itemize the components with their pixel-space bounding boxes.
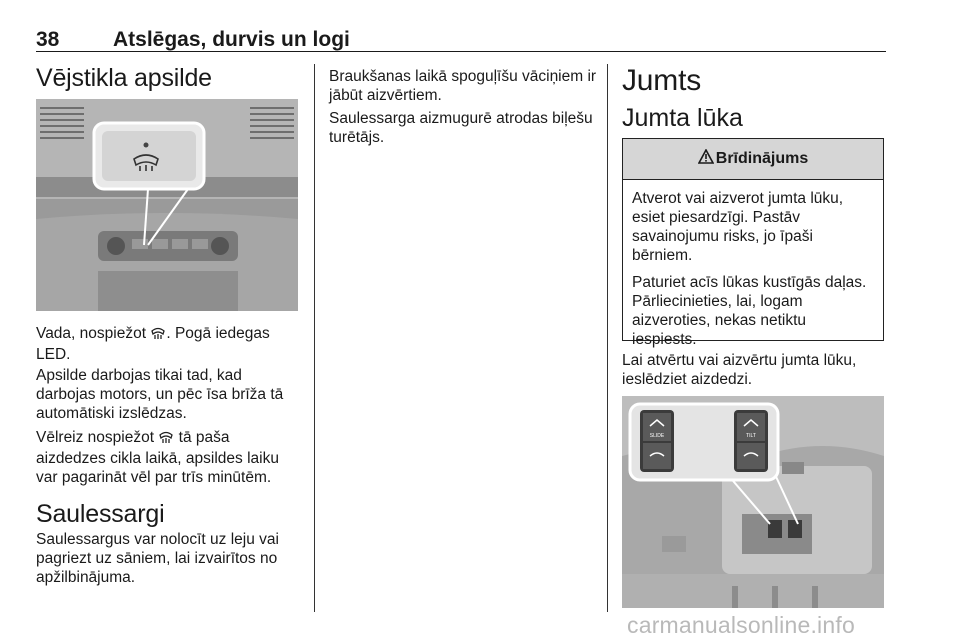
section-title-roof: Jumts bbox=[622, 64, 702, 97]
paragraph-ticket-holder: Saulessarga aizmugurē atrodas biļešu turētājs. bbox=[329, 110, 593, 146]
warning-box bbox=[622, 138, 884, 348]
warning-title: Brīdinājums bbox=[715, 150, 809, 167]
windscreen-heating-icon bbox=[150, 326, 166, 345]
chapter-title: Atslēgas, durvis un logi bbox=[113, 28, 350, 51]
paragraph-mirror-covers: Braukšanas laikā spoguļīšu vāciņiem ir jābūt aizvērtiem. bbox=[329, 68, 597, 104]
warning-paragraph-2: Paturiet acīs lūkas kustīgās daļas. Pārliecinieties, lai, logam aizveroties, nekas netiktu iespiests. bbox=[632, 274, 867, 348]
paragraph-sunvisors: Saulessargus var nolocīt uz leju vai pagriezt uz sāniem, lai izvairītos no apžilbinājuma. bbox=[36, 531, 279, 586]
warning-paragraph-1: Atverot vai aizverot jumta lūku, esiet piesardzīgi. Pastāv savainojumu risks, jo īpaši bērniem. bbox=[632, 190, 844, 264]
column-divider-1 bbox=[314, 64, 315, 612]
paragraph-engine-running: Apsilde darbojas tikai tad, kad darbojas motors, un pēc īsa brīža tā automātiski izslēdzas. bbox=[36, 367, 284, 422]
paragraph-press-button: Vada, nospiežot . Pogā iedegas LED. bbox=[36, 325, 270, 363]
warning-header bbox=[623, 139, 883, 180]
slide-label: SLIDE bbox=[649, 433, 665, 439]
paragraph-press-again: Vēlreiz nospiežot tā paša aizdedzes cikla laikā, apsildes laiku var pagarināt vēl par trīs minūtēm. bbox=[36, 429, 279, 486]
warning-triangle-icon bbox=[698, 149, 714, 169]
tilt-label: TILT bbox=[746, 433, 756, 439]
section-title-sunvisors: Saulessargi bbox=[36, 500, 165, 528]
sunroof-switch-figure bbox=[622, 396, 884, 608]
subsection-title-sunroof: Jumta lūka bbox=[622, 104, 743, 132]
windscreen-heating-icon bbox=[158, 430, 174, 449]
paragraph-ignition: Lai atvērtu vai aizvērtu jumta lūku, ieslēdziet aizdedzi. bbox=[622, 352, 857, 388]
column-divider-2 bbox=[607, 64, 608, 612]
header-rule bbox=[36, 51, 886, 52]
section-title-windscreen: Vējstikla apsilde bbox=[36, 64, 212, 92]
footer-watermark: carmanualsonline.info bbox=[627, 612, 855, 638]
page-number: 38 bbox=[36, 28, 60, 51]
windscreen-heating-figure bbox=[36, 99, 298, 311]
